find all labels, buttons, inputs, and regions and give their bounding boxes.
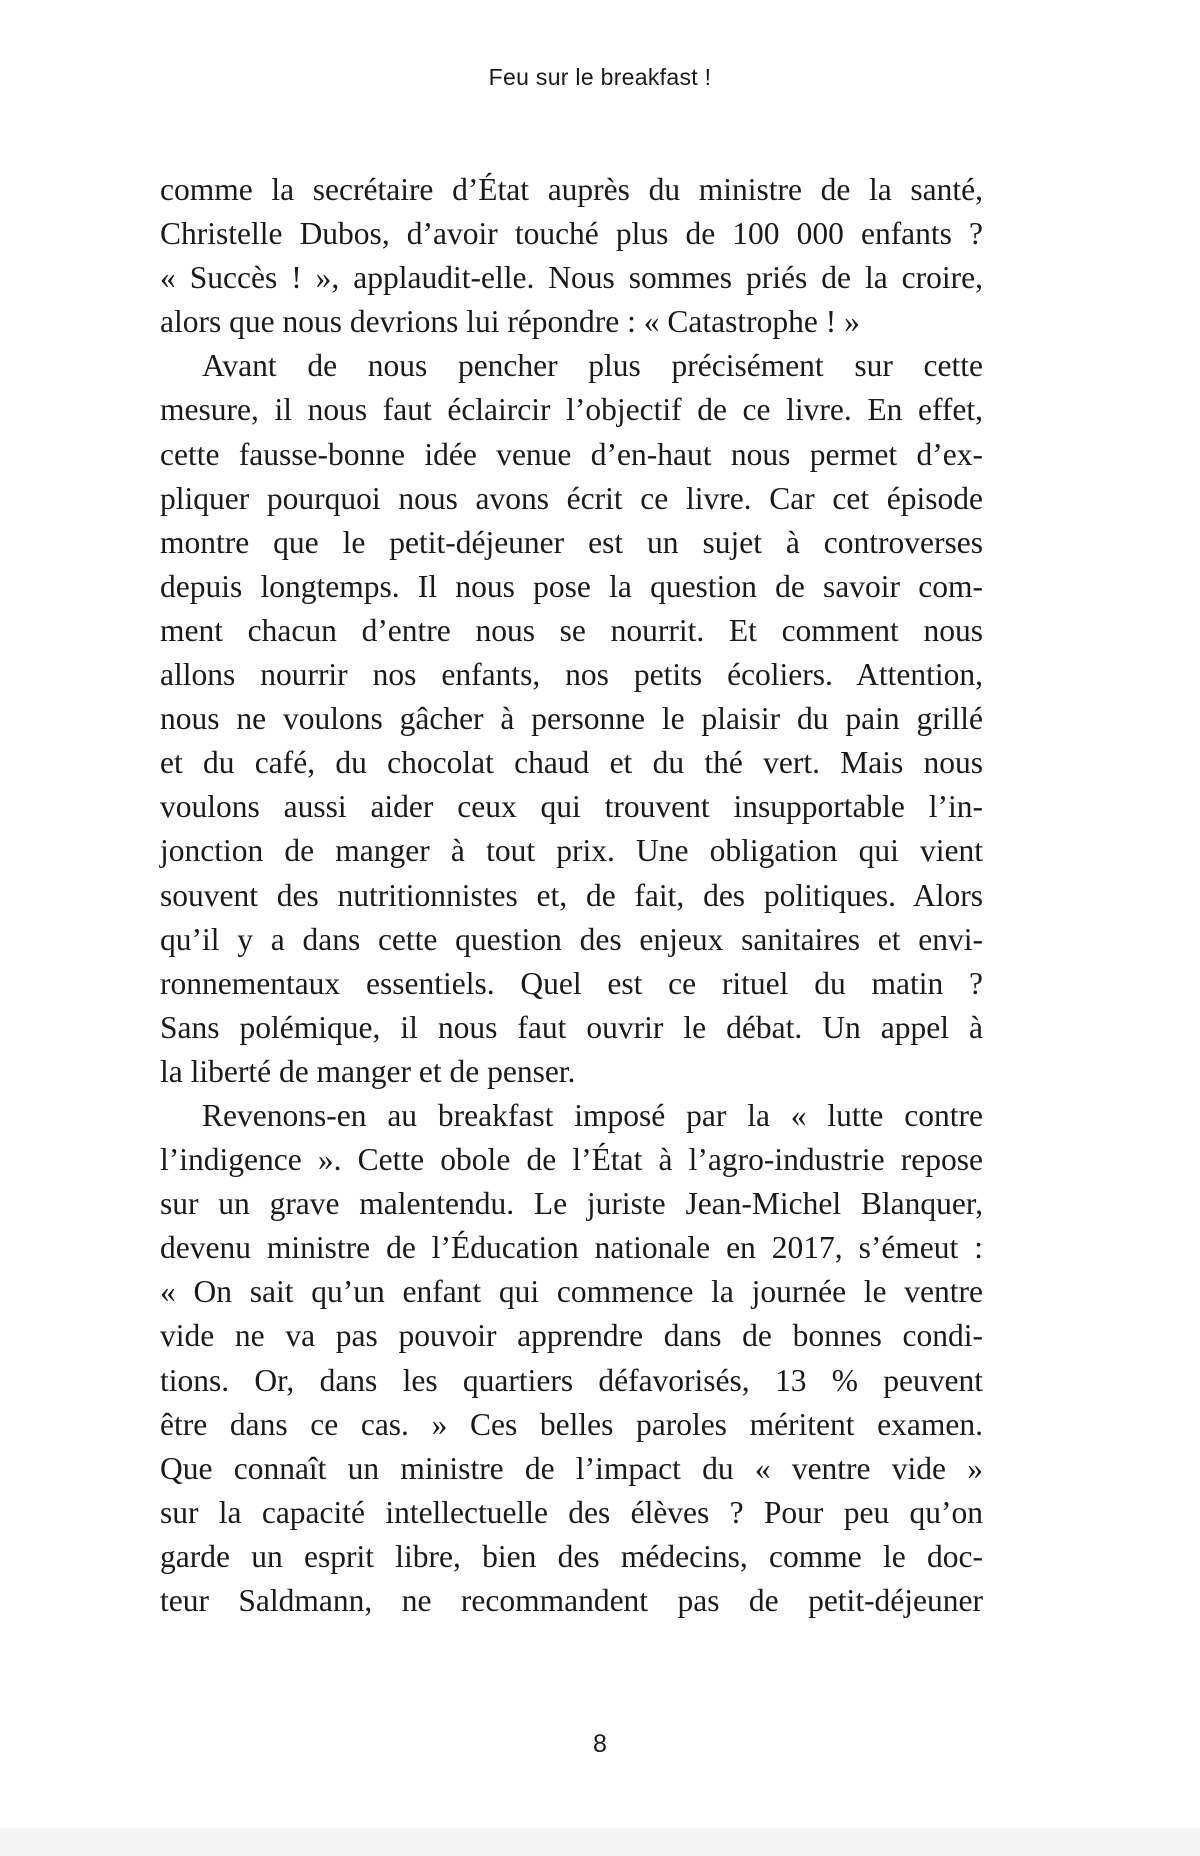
paragraph	[160, 1094, 983, 1623]
text-line: « Succès ! », applaudit-elle. Nous sommes priés de la croire,	[160, 260, 983, 296]
text-line: tions. Or, dans les quartiers défavorisés, 13 % peuvent	[160, 1362, 983, 1398]
text-line: ment chacun d’entre nous se nourrit. Et comment nous	[160, 612, 983, 648]
text-line: nous ne voulons gâcher à personne le plaisir du pain grillé	[160, 701, 983, 737]
text-line: montre que le petit-déjeuner est un sujet à controverses	[160, 524, 983, 560]
text-line: cette fausse-bonne idée venue d’en-haut nous permet d’ex-	[160, 436, 983, 472]
text-line: teur Saldmann, ne recommandent pas de petit-déjeuner	[160, 1583, 983, 1618]
text-line: comme la secrétaire d’État auprès du ministre de la santé,	[160, 172, 983, 207]
text-line: mesure, il nous faut éclaircir l’objectif de ce livre. En effet,	[160, 392, 983, 428]
text-line: être dans ce cas. » Ces belles paroles méritent examen.	[160, 1406, 983, 1442]
text-line: sur la capacité intellectuelle des élèves ? Pour peu qu’on	[160, 1494, 983, 1530]
text-line: l’indigence ». Cette obole de l’État à l’agro-industrie repose	[160, 1142, 983, 1178]
text-line: jonction de manger à tout prix. Une obligation qui vient	[160, 833, 983, 869]
text-line: pliquer pourquoi nous avons écrit ce livre. Car cet épisode	[160, 480, 983, 516]
page-number: 8	[593, 1730, 607, 1758]
paragraph	[160, 344, 983, 1094]
text-line: qu’il y a dans cette question des enjeux sanitaires et envi-	[160, 921, 983, 957]
text-line: garde un esprit libre, bien des médecins, comme le doc-	[160, 1538, 983, 1574]
text-line: « On sait qu’un enfant qui commence la journée le ventre	[160, 1274, 983, 1310]
text-line: alors que nous devrions lui répondre : « Catastrophe ! »	[160, 304, 860, 340]
text-line: Revenons-en au breakfast imposé par la « lutte contre	[202, 1097, 983, 1133]
bottom-strip	[0, 1828, 1200, 1856]
text-line: sur un grave malentendu. Le juriste Jean-Michel Blanquer,	[160, 1186, 983, 1222]
text-line: la liberté de manger et de penser.	[160, 1053, 576, 1089]
text-line: Christelle Dubos, d’avoir touché plus de 100 000 enfants ?	[160, 216, 983, 252]
body-text	[160, 168, 983, 1623]
text-line: Sans polémique, il nous faut ouvrir le débat. Un appel à	[160, 1009, 983, 1045]
text-line: Avant de nous pencher plus précisément sur cette	[202, 348, 983, 384]
text-line: et du café, du chocolat chaud et du thé vert. Mais nous	[160, 745, 983, 781]
paragraph	[160, 168, 983, 344]
text-line: voulons aussi aider ceux qui trouvent insupportable l’in-	[160, 789, 983, 825]
text-line: souvent des nutritionnistes et, de fait, des politiques. Alors	[160, 877, 983, 913]
text-line: depuis longtemps. Il nous pose la question de savoir com-	[160, 568, 983, 604]
running-header: Feu sur le breakfast !	[488, 64, 712, 90]
text-line: vide ne va pas pouvoir apprendre dans de bonnes condi-	[160, 1318, 983, 1354]
text-line: Que connaît un ministre de l’impact du « ventre vide »	[160, 1450, 983, 1486]
text-line: allons nourrir nos enfants, nos petits écoliers. Attention,	[160, 657, 983, 693]
text-line: ronnementaux essentiels. Quel est ce rituel du matin ?	[160, 965, 983, 1001]
text-line: devenu ministre de l’Éducation nationale en 2017, s’émeut :	[160, 1230, 983, 1266]
